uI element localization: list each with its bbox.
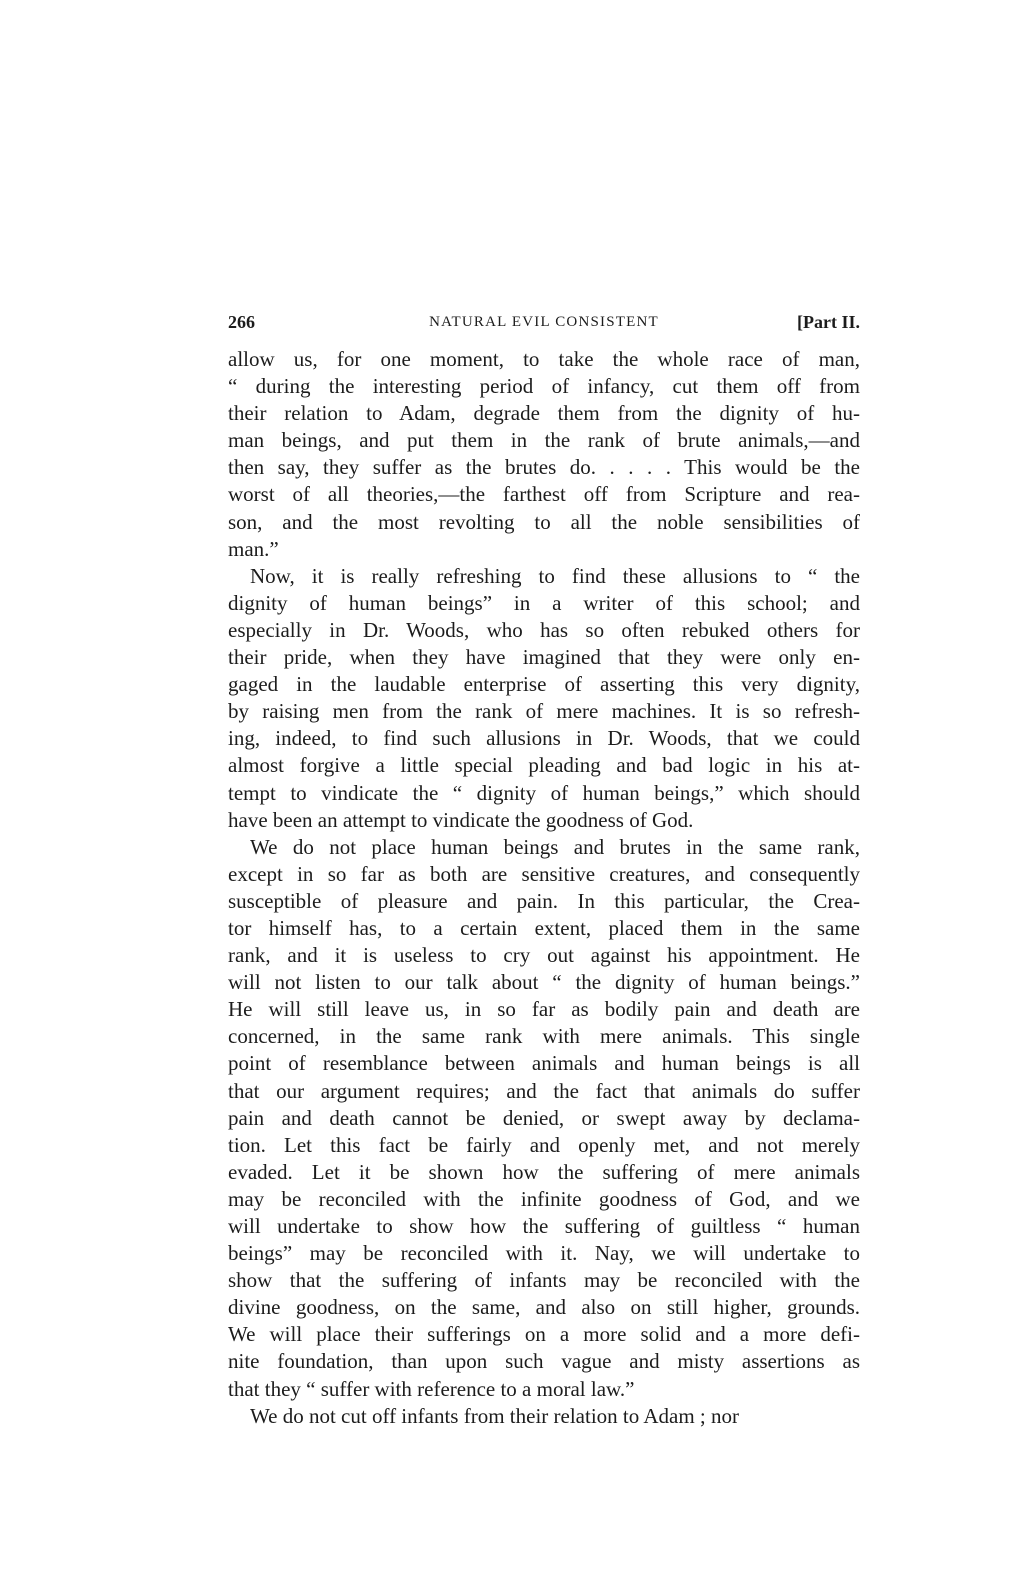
text-line: almost forgive a little special pleading and bad logic in his at- <box>228 753 860 778</box>
body-text <box>228 346 860 1430</box>
running-title: NATURAL EVIL CONSISTENT <box>429 314 659 330</box>
text-line: then say, they suffer as the brutes do. . . . . This would be the <box>228 455 860 480</box>
text-line: tion. Let this fact be fairly and openly met, and not merely <box>228 1132 860 1157</box>
text-line: will not listen to our talk about “ the dignity of human beings.” <box>228 970 860 995</box>
text-line: ing, indeed, to find such allusions in Dr. Woods, that we could <box>228 726 860 751</box>
text-line: that they “ suffer with reference to a moral law.” <box>228 1376 635 1401</box>
paragraph <box>228 346 860 563</box>
text-line: point of resemblance between animals and human beings is all <box>228 1051 860 1076</box>
text-line: son, and the most revolting to all the noble sensibilities of <box>228 509 860 534</box>
text-line: divine goodness, on the same, and also on still higher, grounds. <box>228 1295 860 1320</box>
part-label: [Part II. <box>797 312 860 332</box>
text-line: dignity of human beings” in a writer of this school; and <box>228 590 860 615</box>
text-line: concerned, in the same rank with mere animals. This single <box>228 1024 860 1049</box>
text-line: will undertake to show how the suffering of guiltless “ human <box>228 1214 860 1238</box>
paragraph <box>228 563 860 834</box>
text-line: except in so far as both are sensitive creatures, and consequently <box>228 861 860 886</box>
paragraph <box>228 1403 860 1430</box>
text-line: man beings, and put them in the rank of brute animals,—and <box>228 428 860 453</box>
text-line: tor himself has, to a certain extent, placed them in the same <box>228 915 860 940</box>
paragraph <box>228 834 860 1403</box>
text-line: susceptible of pleasure and pain. In this particular, the Crea- <box>228 888 860 913</box>
text-line: gaged in the laudable enterprise of asserting this very dignity, <box>228 672 860 697</box>
text-line: Now, it is really refreshing to find these allusions to “ the <box>250 563 860 588</box>
text-line: pain and death cannot be denied, or swept away by declama- <box>228 1105 860 1130</box>
running-header <box>228 312 860 336</box>
text-line: We will place their sufferings on a more solid and a more defi- <box>228 1322 860 1347</box>
text-line: worst of all theories,—the farthest off from Scripture and rea- <box>228 482 860 507</box>
text-line: allow us, for one moment, to take the whole race of man, <box>228 347 860 371</box>
text-line: their pride, when they have imagined that they were only en- <box>228 645 860 670</box>
text-line: show that the suffering of infants may be reconciled with the <box>228 1268 860 1293</box>
text-line: We do not cut off infants from their relation to Adam ; nor <box>250 1403 739 1428</box>
text-line: especially in Dr. Woods, who has so often rebuked others for <box>228 617 860 642</box>
text-line: We do not place human beings and brutes in the same rank, <box>250 834 860 859</box>
text-line: evaded. Let it be shown how the suffering of mere animals <box>228 1159 860 1184</box>
text-line: by raising men from the rank of mere machines. It is so refresh- <box>228 699 860 724</box>
text-line: that our argument requires; and the fact that animals do suffer <box>228 1078 860 1103</box>
text-line: their relation to Adam, degrade them from the dignity of hu- <box>228 401 860 426</box>
text-line: tempt to vindicate the “ dignity of human beings,” which should <box>228 780 860 805</box>
text-line: “ during the interesting period of infancy, cut them off from <box>228 374 860 399</box>
text-line: rank, and it is useless to cry out against his appointment. He <box>228 943 860 968</box>
text-line: have been an attempt to vindicate the goodness of God. <box>228 807 694 832</box>
text-line: nite foundation, than upon such vague and misty assertions as <box>228 1349 860 1374</box>
page-number: 266 <box>228 312 255 332</box>
text-line: He will still leave us, in so far as bodily pain and death are <box>228 997 860 1022</box>
text-line: beings” may be reconciled with it. Nay, we will undertake to <box>228 1241 860 1266</box>
text-line: may be reconciled with the infinite goodness of God, and we <box>228 1186 860 1211</box>
text-line: man.” <box>228 536 279 561</box>
